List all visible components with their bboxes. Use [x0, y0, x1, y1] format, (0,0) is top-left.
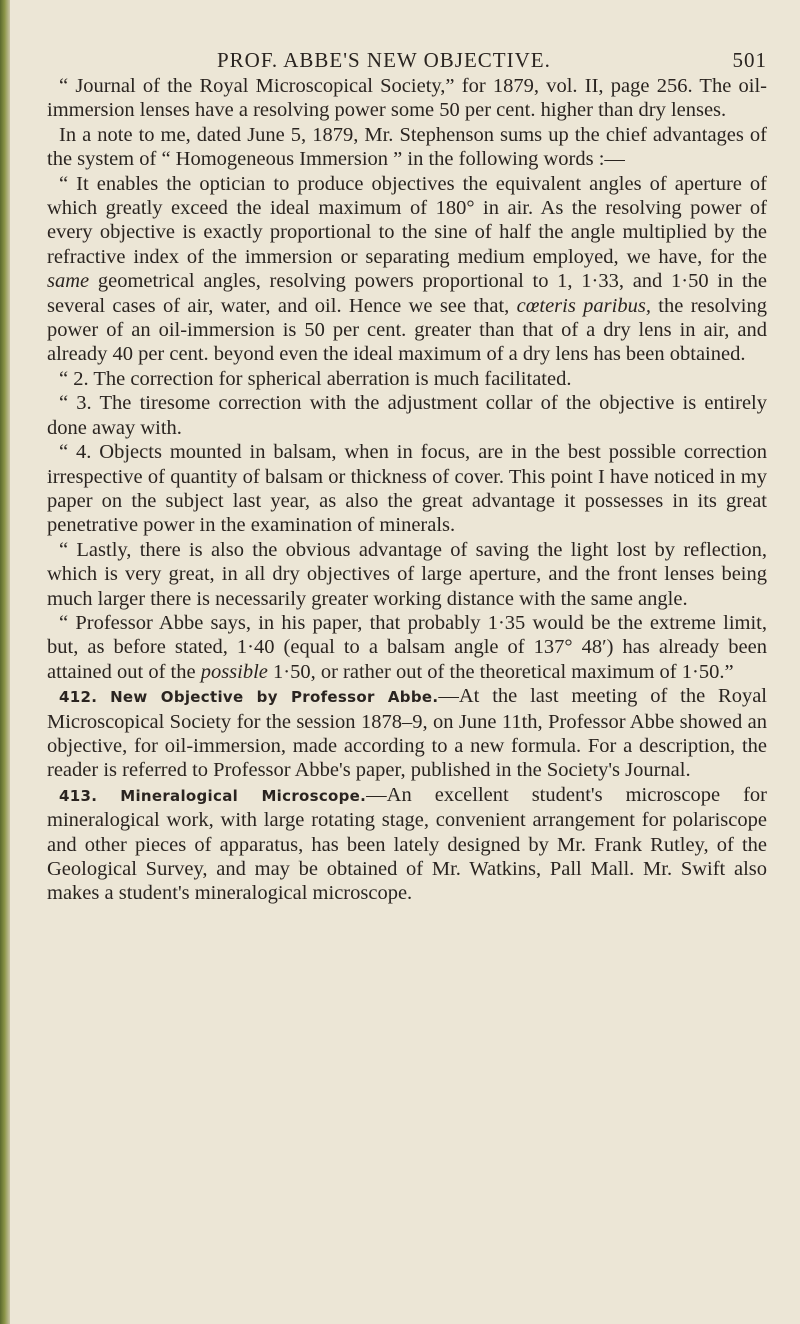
quote-text: 1·50, or rather out of the theoretical maximum of 1·50.”	[267, 660, 734, 683]
paragraph: In a note to me, dated June 5, 1879, Mr. Stephenson sums up the chief advantages of the system of “ Homogeneous Immersion ” in the following words :—	[47, 123, 767, 171]
quote-text: geometrical angles, resolving powers proportional to 1, 1·33, and 1·50 in the several cases of air, water, and oil. Hence we see that,	[47, 270, 767, 317]
quote-paragraph: “ 4. Objects mounted in balsam, when in focus, are in the best possible correction irrespective of quantity of balsam or thickness of cover. This point I have noticed in my paper on the subject last year, as also the great advantage it possesses in its great penetrative power in the examination of minerals.	[47, 441, 767, 537]
section-text: —At the last meeting of the Royal Microscopical Society for the session 1878–9, on June 11th, Professor Abbe showed an objective, for oil-immersion, made according to a new formula. For a description, the reader is referred to Professor Abbe's paper, published in the Society's Journal.	[47, 685, 767, 782]
page-header	[47, 40, 767, 74]
quote-paragraph: “ 2. The correction for spherical aberration is much facilitated.	[59, 367, 572, 390]
quote-text: “ It enables the optician to produce objectives the equivalent angles of aperture of which greatly exceed the ideal maximum of 180° in air. As the resolving power of every objective is exactly proportional to the sine of half the angle multiplied by the refractive index of the immersion or separating medium employed, we have, for the	[47, 172, 767, 268]
quote-paragraph	[47, 172, 767, 367]
section-title: Mineralogical Microscope.	[120, 786, 367, 805]
section-title: New Objective by Professor Abbe.	[110, 688, 439, 707]
quote-paragraph: “ 3. The tiresome correction with the adjustment collar of the objective is entirely done away with.	[47, 392, 767, 439]
italic-term: possible	[200, 660, 268, 683]
quote-paragraph	[47, 611, 767, 684]
section-paragraph	[47, 684, 767, 783]
paragraph: “ Journal of the Royal Microscopical Society,” for 1879, vol. II, page 256. The oil-immersion lenses have a resolving power some 50 per cent. higher than dry lenses.	[47, 75, 767, 122]
quote-text: the resolving power of an oil-immersion is 50 per cent. greater than that of a dry lens in air, and already 40 per cent. beyond even the ideal maximum of a dry lens has been obtained.	[47, 294, 767, 366]
italic-term: cœteris paribus,	[516, 294, 651, 317]
section-text: —An excellent student's microscope for mineralogical work, with large rotating stage, convenient arrangement for polariscope and other pieces of apparatus, has been lately designed by Mr. Frank Rutley, of the Geological Survey, and may be obtained of Mr. Watkins, Pall Mall. Mr. Swift also makes a student's mineralogical microscope.	[47, 783, 767, 905]
section-paragraph	[47, 783, 767, 906]
section-number: 412.	[59, 688, 98, 707]
book-spine-edge	[0, 0, 10, 1324]
quote-text: “ Professor Abbe says, in his paper, that probably 1·35 would be the extreme limit, but, as before stated, 1·40 (equal to a balsam angle of 137° 48′) has already been attained out of the	[47, 611, 767, 683]
italic-term: same	[47, 270, 90, 293]
book-page	[47, 40, 767, 1300]
running-title: PROF. ABBE'S NEW OBJECTIVE.	[217, 48, 551, 72]
body-text	[47, 74, 767, 906]
quote-paragraph: “ Lastly, there is also the obvious advantage of saving the light lost by reflection, which is very great, in all dry objectives of large aperture, and the front lenses being much larger there is necessarily greater working distance with the same angle.	[47, 538, 767, 610]
section-number: 413.	[59, 786, 98, 805]
page-number: 501	[732, 48, 767, 72]
